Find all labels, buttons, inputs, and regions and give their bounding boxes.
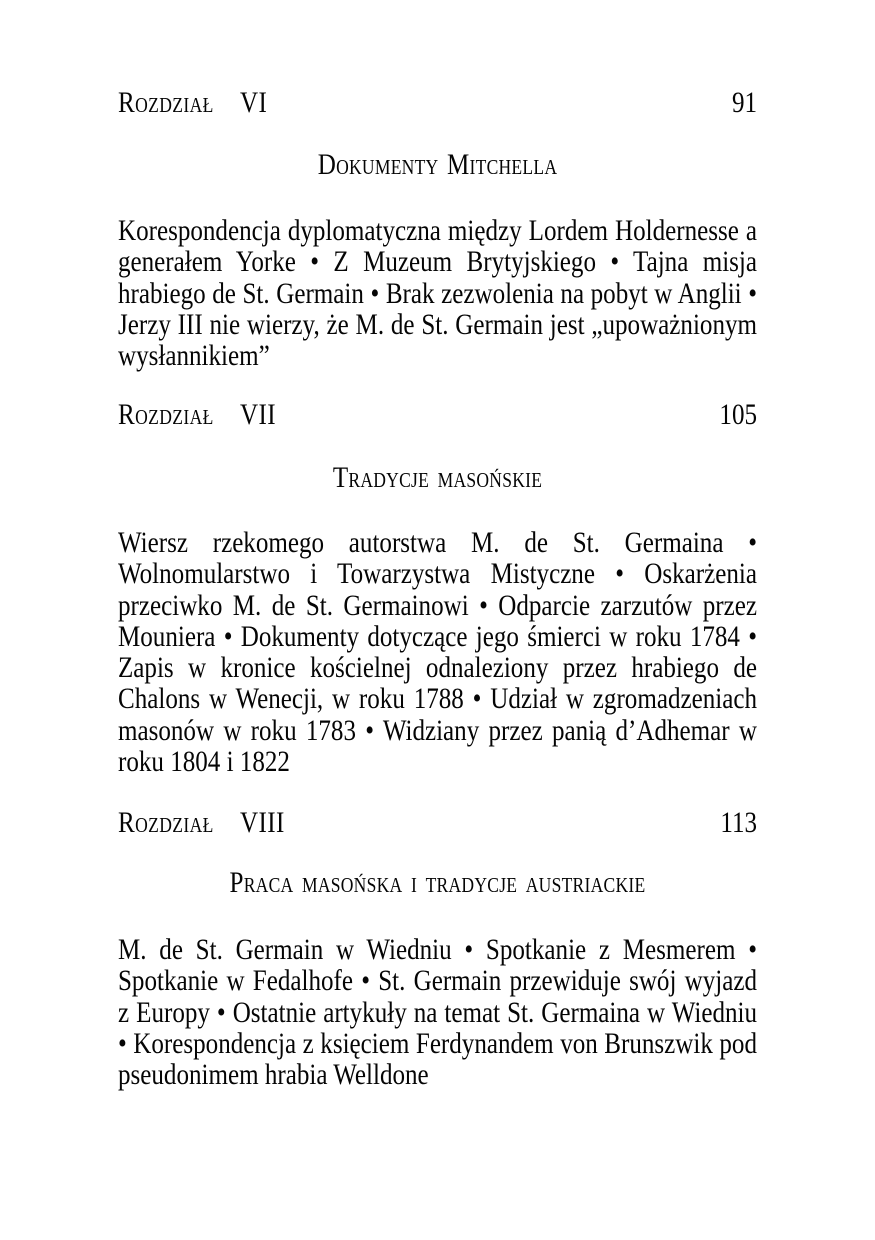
chapter-title: Tradycje masońskie [332,461,543,494]
chapter-heading-row [118,399,757,430]
chapter-label [118,399,276,430]
chapter-label [118,87,267,118]
chapter-page-number: 113 [720,806,758,839]
chapter-title: Dokumenty Mitchella [317,148,558,181]
chapter-title: Praca masońska i tradycje austriackie [229,866,646,899]
chapter-summary: Korespondencja dyplomatyczna między Lordem Holdernesse a generałem Yorke • Z Muzeum Brytyjskiego • Tajna misja hrabiego de St. Germain • Brak zezwolenia na pobyt w Anglii • Jerzy III nie wierzy, że M. de St. Germain jest „upoważnionym wysłannikiem” [118,214,758,373]
chapter-label-text: Rozdział [118,806,214,839]
chapter-heading-row [118,807,757,838]
chapter-page-number: 105 [719,398,758,431]
chapter-label-text: Rozdział [118,86,214,119]
chapter-page-number: 91 [731,86,758,119]
chapter-numeral: VIII [240,806,285,839]
chapter-heading-row [118,87,757,118]
chapter-numeral: VI [240,86,268,119]
chapter-numeral: VII [240,398,276,431]
chapter-label-text: Rozdział [118,398,214,431]
chapter-summary: M. de St. Germain w Wiedniu • Spotkanie z Mesmerem • Spotkanie w Fedalhofe • St. Germain przewiduje swój wyjazd z Europy • Ostatnie artykuły na temat St. Germaina w Wiedniu • Korespondencja z księciem Ferdynandem von Brunszwik pod pseudonimem hrabia Welldone [118,933,758,1092]
chapter-summary: Wiersz rzekomego autorstwa M. de St. Germaina • Wolnomularstwo i Towarzystwa Mistyczne • Oskarżenia przeciwko M. de St. Germainowi • Odparcie zarzutów przez Mouniera • Dokumenty dotyczące jego śmierci w roku 1784 • Zapis w kronice kościelnej odnaleziony przez hrabiego de Chalons w Wenecji, w roku 1788 • Udział w zgromadzeniach masonów w roku 1783 • Widziany przez panią d’Adhemar w roku 1804 i 1822 [118,526,758,779]
chapter-label [118,807,285,838]
